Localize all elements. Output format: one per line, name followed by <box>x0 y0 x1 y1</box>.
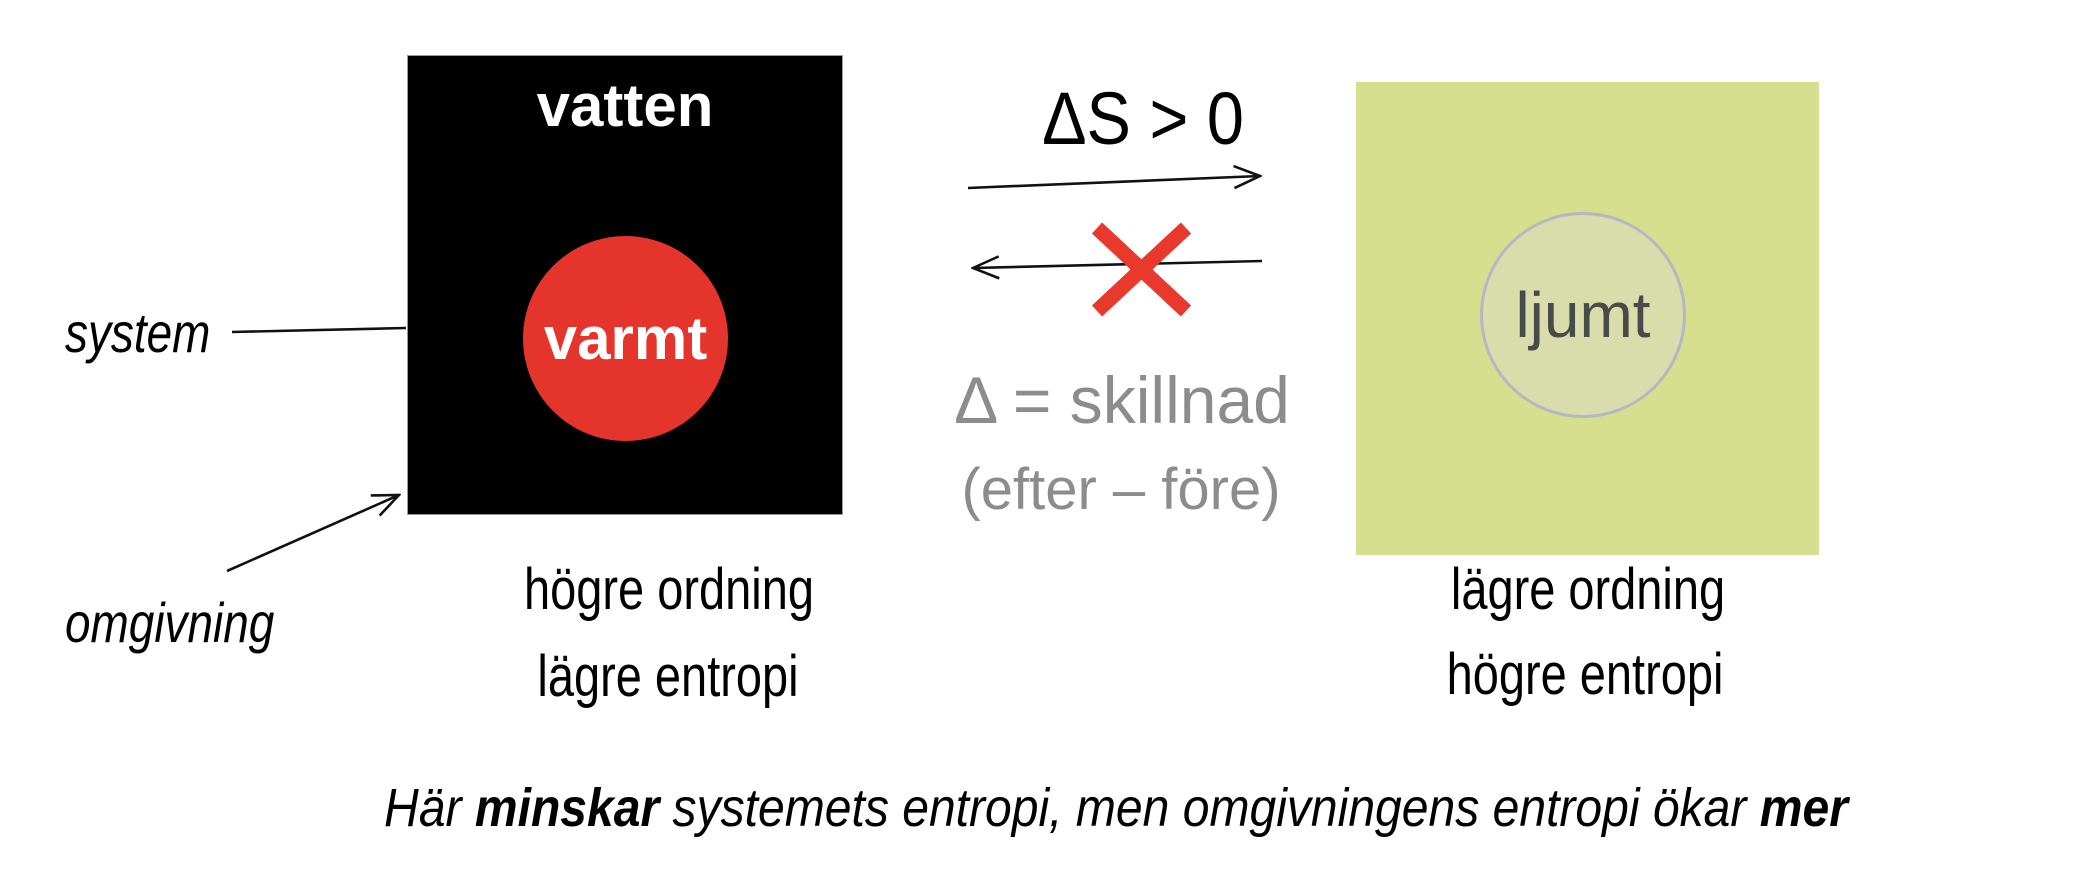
caption <box>384 778 1848 838</box>
caption-segment: minskar <box>474 778 660 838</box>
surroundings-label-text: omgivning <box>65 591 275 654</box>
lukewarm-circle <box>1480 212 1686 418</box>
caption-segment: systemets entropi, men omgivningens entropi ökar <box>659 778 1760 838</box>
surroundings-caption-order <box>1419 557 1758 622</box>
system-caption-order-text: högre ordning <box>524 557 814 622</box>
reverse-arrow <box>973 261 1262 268</box>
warm-circle-label: varmt <box>543 304 708 372</box>
system-caption-order <box>490 557 848 622</box>
caption-segment: Här <box>384 778 475 838</box>
surroundings-caption-entropy-text: högre entropi <box>1446 642 1724 707</box>
surroundings-label <box>65 591 320 654</box>
surroundings-arrow <box>227 495 399 571</box>
system-label-text: system <box>65 301 211 364</box>
system-box-title: vatten <box>536 72 714 139</box>
system-caption-entropy-text: lägre entropi <box>537 644 799 709</box>
caption-segment: mer <box>1759 778 1848 838</box>
surroundings-caption-entropy <box>1414 642 1756 707</box>
delta-definition-detail: (efter – före) <box>961 457 1281 522</box>
system-label <box>65 301 242 364</box>
entropy-inequality: ΔS > 0 <box>1042 77 1244 160</box>
delta-definition: Δ = skillnad <box>954 363 1290 437</box>
system-caption-entropy <box>507 644 829 709</box>
lukewarm-circle-label: ljumt <box>1515 279 1651 351</box>
warm-circle <box>523 236 728 441</box>
forward-arrow <box>968 176 1260 188</box>
cross-out-icon <box>1097 228 1186 311</box>
surroundings-caption-order-text: lägre ordning <box>1450 557 1726 622</box>
system-pointer-line <box>232 328 406 332</box>
